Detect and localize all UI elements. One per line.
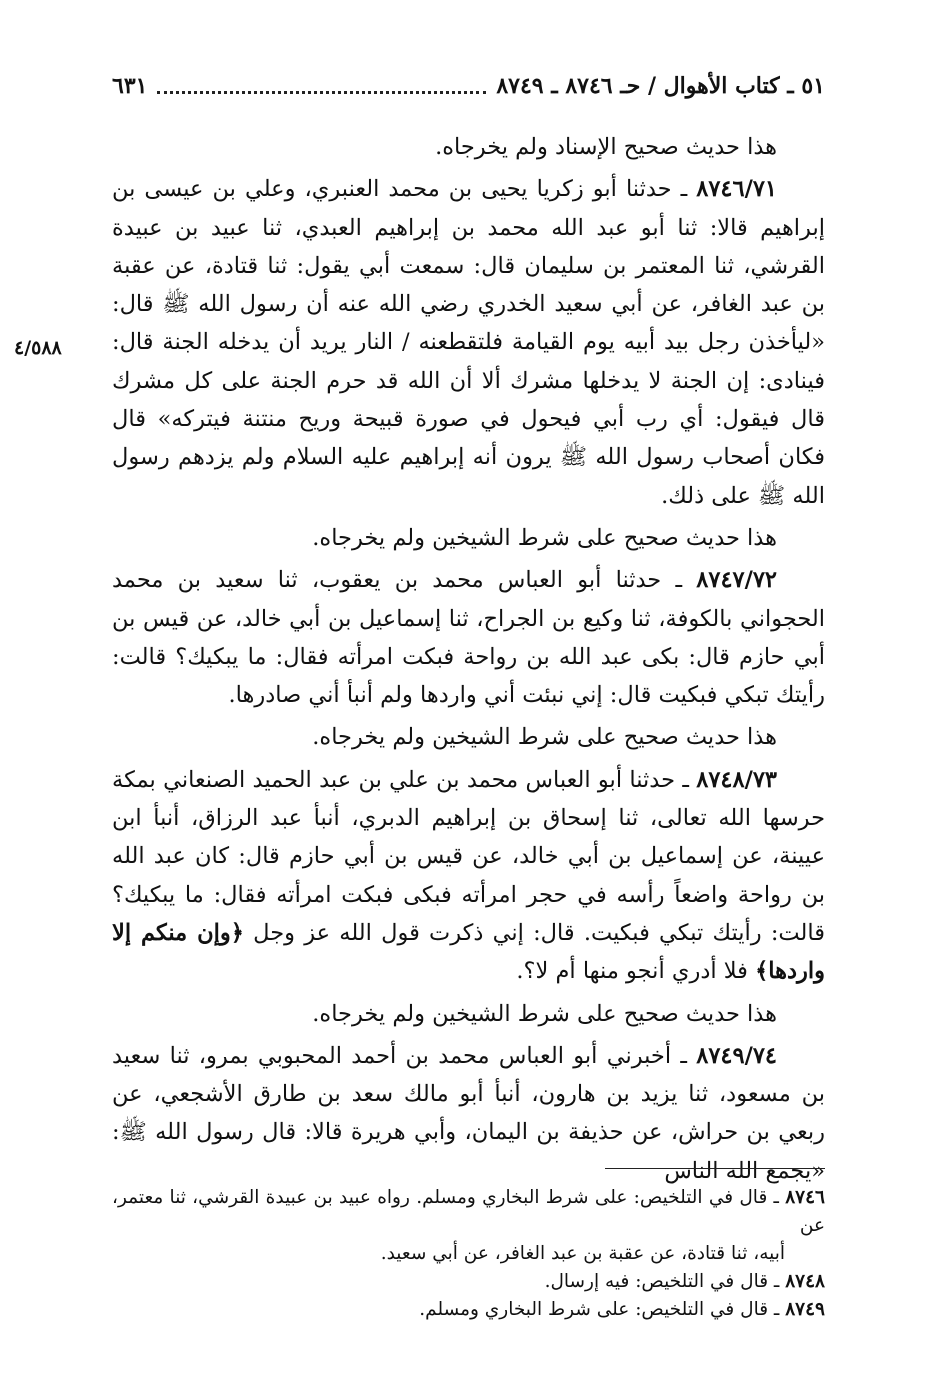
main-text	[112, 124, 825, 1190]
footnote-8746	[112, 1184, 825, 1240]
hadith-8748	[112, 761, 825, 991]
footnote-8748	[112, 1268, 825, 1296]
verdict-2: هذا حديث صحيح على شرط الشيخين ولم يخرجاه.	[312, 524, 777, 551]
hadith-8747	[112, 561, 825, 714]
verdict-4: هذا حديث صحيح على شرط الشيخين ولم يخرجاه.	[312, 1000, 777, 1027]
footnote-number: ٨٧٤٨	[785, 1271, 825, 1292]
hadith-number: ٨٧٤٩/٧٤	[696, 1042, 777, 1069]
header-leader-dots	[157, 79, 486, 94]
hadith-number: ٨٧٤٧/٧٢	[696, 567, 778, 594]
footnote-8746-continuation: أبيه، ثنا قتادة، عن عقبة بن عبد الغافر، عن أبي سعيد.	[380, 1243, 785, 1264]
footnote-text: ـ قال في التلخيص: فيه إرسال.	[544, 1271, 780, 1292]
hadith-text: ـ حدثنا أبو العباس محمد بن علي بن عبد الحميد الصنعاني بمكة حرسها الله تعالى، ثنا إسحاق بن إبراهيم الدبري، أنبأ عبد الرزاق، أنبأ ابن عيينة، عن إسماعيل بن أبي خالد، عن قيس بن أبي حازم قال: كان عبد الله بن رواحة واضعاً رأسه في حجر امرأته فبكى فبكت امرأته فقال: ما يبكيك؟ قالت: رأيتك تبكي فبكيت. قال: إني ذكرت قول الله عز وجل	[112, 766, 825, 946]
hadith-text: ـ أخبرني أبو العباس محمد بن أحمد المحبوبي بمرو، ثنا سعيد بن مسعود، ثنا يزيد بن هارون، أنبأ أبو مالك سعد بن طارق الأشجعي، عن ربعي بن حراش، عن حذيفة بن اليمان، وأبي هريرة قالا: قال رسول الله ﷺ: «يجمع الله الناس	[112, 1042, 825, 1184]
quran-verse: ﴿وإن منكم إلا واردها﴾	[112, 919, 825, 985]
footnote-text: ـ قال في التلخيص: على شرط البخاري ومسلم. رواه عبيد بن عبيدة القرشي، ثنا معتمر، عن	[112, 1187, 825, 1236]
running-header	[112, 66, 825, 107]
footnote-number: ٨٧٤٦	[785, 1187, 825, 1208]
footnote-text: ـ قال في التلخيص: على شرط البخاري ومسلم.	[419, 1299, 780, 1320]
footnote-8749	[112, 1296, 825, 1324]
footnote-divider	[605, 1168, 825, 1169]
page-number: ٦٣١	[112, 73, 148, 99]
hadith-text: ـ حدثنا أبو زكريا يحيى بن محمد العنبري، وعلي بن عيسى بن إبراهيم قالا: ثنا أبو عبد الله محمد بن إبراهيم العبدي، ثنا عبيد بن عبيدة القرشي، ثنا المعتمر بن سليمان قال: سمعت أبي يقول: ثنا قتادة، عن عقبة بن عبد الغافر، عن أبي سعيد الخدري رضي الله عنه أن رسول الله ﷺ قال: «ليأخذن رجل بيد أبيه يوم القيامة فلتقطعنه / النار يريد أن يدخله الجنة قال: فينادى: إن الجنة لا يدخلها مشرك ألا أن الله قد حرم الجنة على كل مشرك قال فيقول: أي رب أبي فيحول في صورة قبيحة وريح منتنة فيتركه» قال فكان أصحاب رسول الله ﷺ يرون أنه إبراهيم عليه السلام ولم يزدهم رسول الله ﷺ على ذلك.	[112, 176, 825, 509]
verdict-3: هذا حديث صحيح على شرط الشيخين ولم يخرجاه.	[312, 724, 777, 751]
verdict-1: هذا حديث صحيح الإسناد ولم يخرجاه.	[435, 134, 777, 160]
hadith-text: ـ حدثنا أبو العباس محمد بن يعقوب، ثنا سعيد بن محمد الحجواني بالكوفة، ثنا وكيع بن الجراح، ثنا إسماعيل بن أبي خالد، عن قيس بن أبي حازم قال: بكى عبد الله بن رواحة فبكت امرأته فقال: ما يبكيك؟ قالت: رأيتك تبكي فبكيت قال: إني نبئت أني واردها ولم أنبأ أني صادرها.	[112, 567, 825, 709]
footnote-number: ٨٧٤٩	[785, 1299, 825, 1320]
header-title: ٥١ ـ كتاب الأهوال / حـ ٨٧٤٦ ـ ٨٧٤٩	[496, 73, 825, 99]
margin-reference: ٤/٥٨٨	[14, 337, 62, 359]
hadith-number: ٨٧٤٦/٧١	[696, 176, 777, 203]
footnotes	[112, 1184, 825, 1324]
hadith-text-end: فلا أدري أنجو منها أم لا؟.	[516, 958, 748, 985]
hadith-number: ٨٧٤٨/٧٣	[696, 766, 777, 793]
hadith-8746	[112, 170, 825, 515]
